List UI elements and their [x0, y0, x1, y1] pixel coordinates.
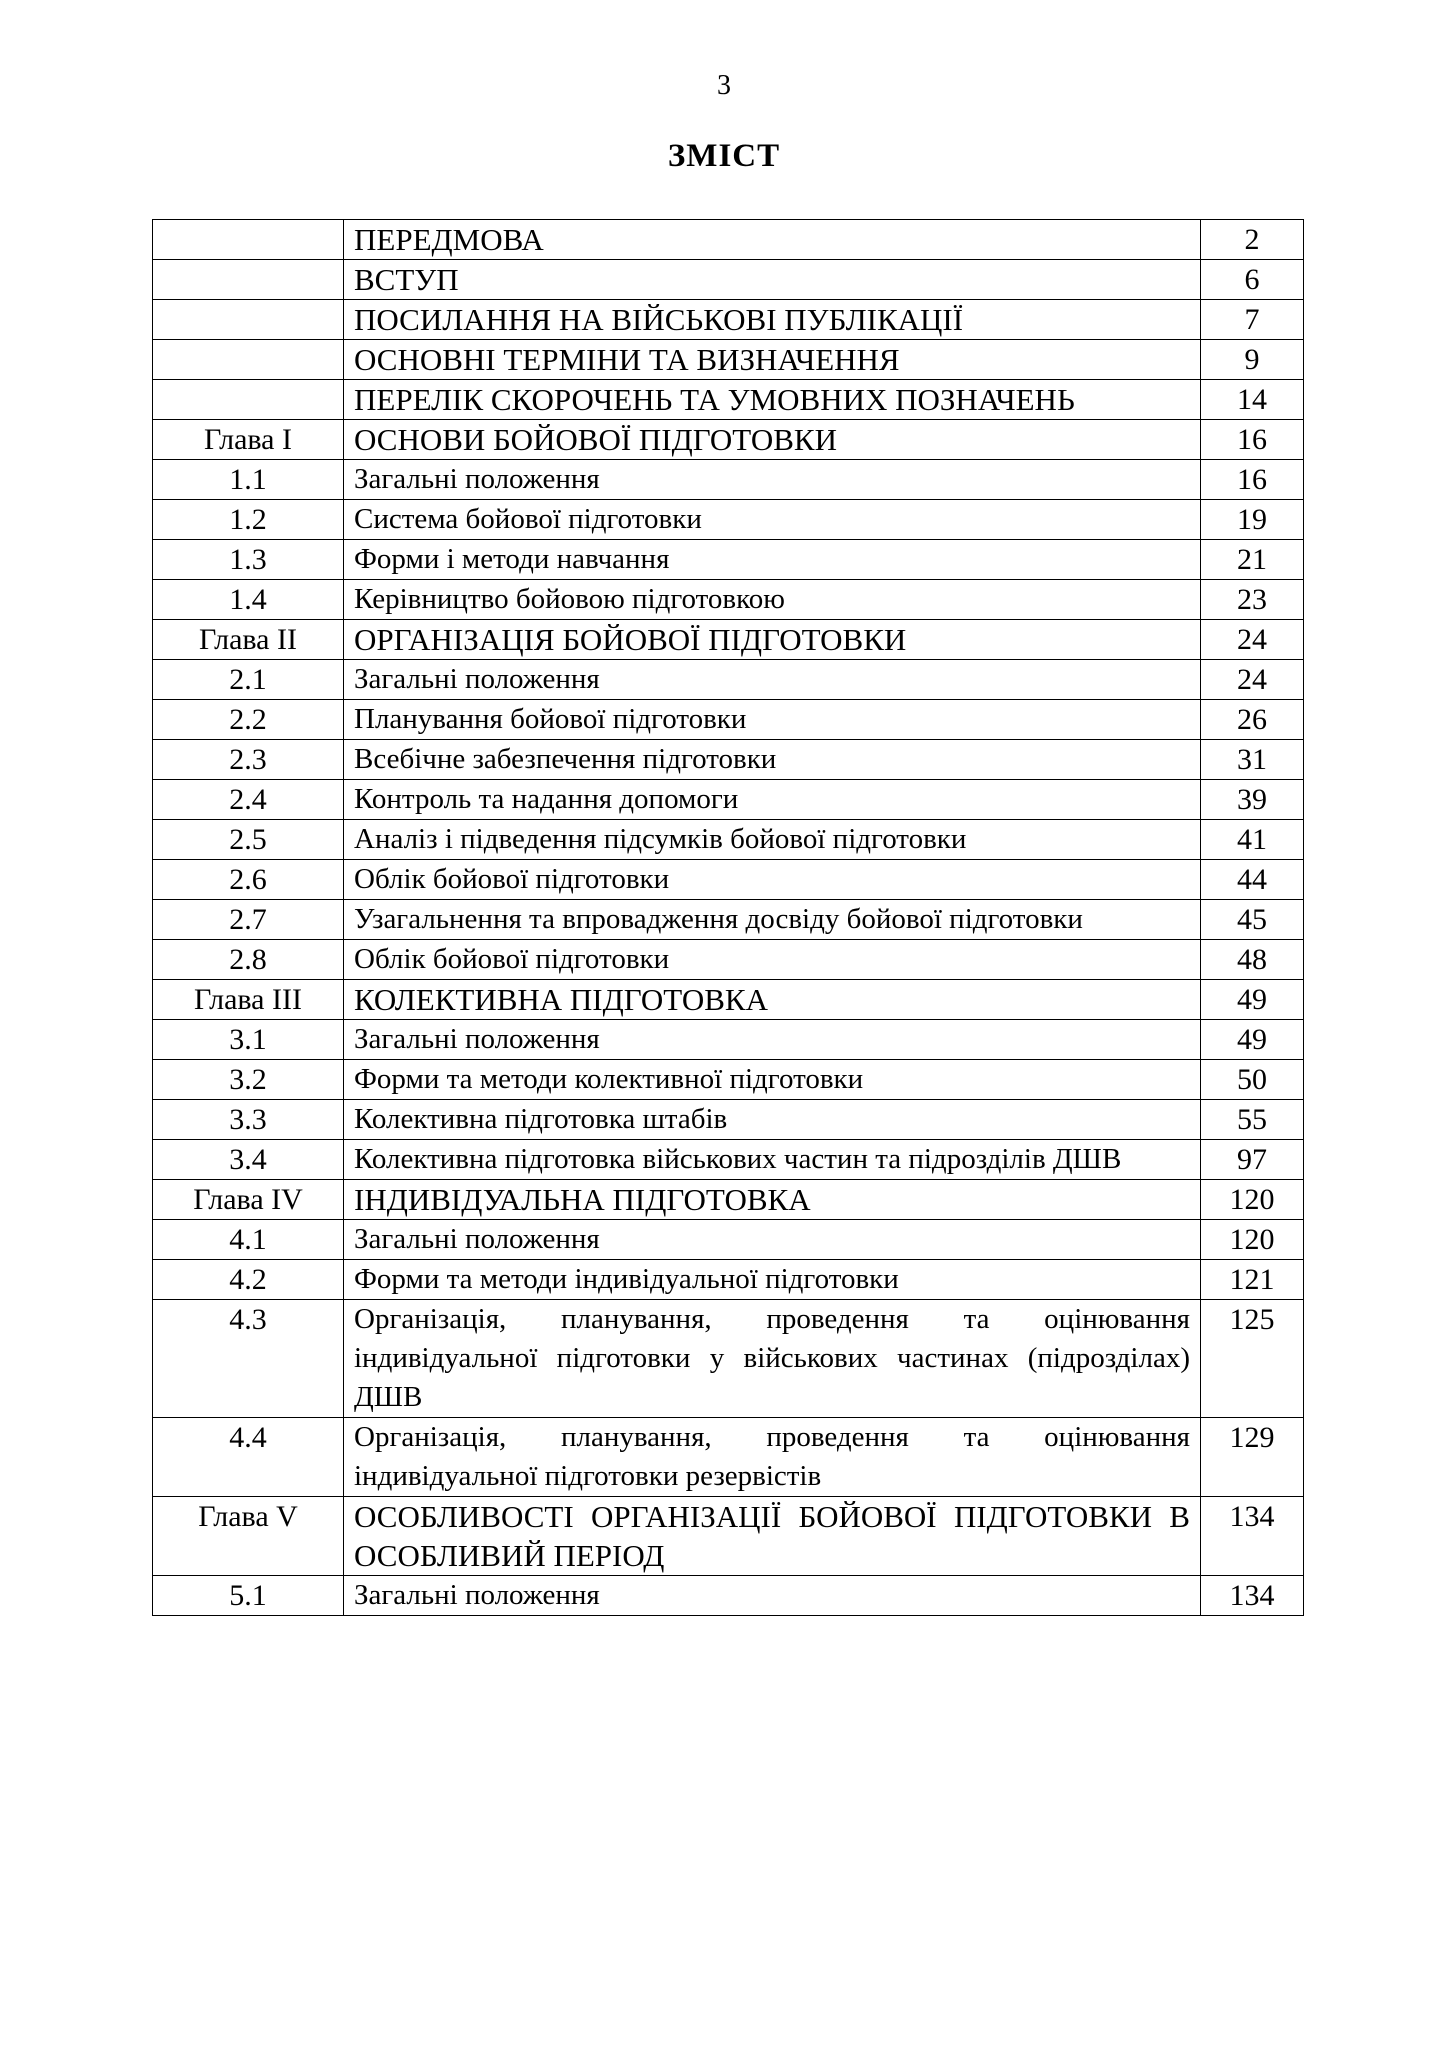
toc-page-number: 41 [1201, 820, 1304, 860]
toc-row [153, 740, 1304, 780]
toc-row [153, 500, 1304, 540]
toc-number: 5.1 [153, 1576, 344, 1616]
toc-page-number: 134 [1201, 1497, 1304, 1576]
toc-row [153, 1100, 1304, 1140]
toc-entry-title: Організація, планування, проведення та оцінювання індивідуальної підготовки резервістів [344, 1418, 1201, 1497]
toc-page-number: 129 [1201, 1418, 1304, 1497]
toc-entry-title: Форми та методи колективної підготовки [344, 1060, 1201, 1100]
toc-page-number: 97 [1201, 1140, 1304, 1180]
toc-number: Глава IV [153, 1180, 344, 1220]
toc-number: 4.2 [153, 1260, 344, 1300]
toc-number: 1.3 [153, 540, 344, 580]
toc-page-number: 48 [1201, 940, 1304, 980]
toc-entry-title: ПОСИЛАННЯ НА ВІЙСЬКОВІ ПУБЛІКАЦІЇ [344, 300, 1201, 340]
toc-page-number: 125 [1201, 1300, 1304, 1418]
toc-page-number: 44 [1201, 860, 1304, 900]
toc-number: 2.5 [153, 820, 344, 860]
toc-entry-title: Загальні положення [344, 1220, 1201, 1260]
toc-row [153, 340, 1304, 380]
toc-entry-title: Контроль та надання допомоги [344, 780, 1201, 820]
toc-number: Глава II [153, 620, 344, 660]
toc-entry-title: КОЛЕКТИВНА ПІДГОТОВКА [344, 980, 1201, 1020]
toc-entry-title: Облік бойової підготовки [344, 860, 1201, 900]
toc-number: 4.4 [153, 1418, 344, 1497]
toc-row [153, 1220, 1304, 1260]
toc-number: 3.1 [153, 1020, 344, 1060]
toc-number: 2.4 [153, 780, 344, 820]
toc-chapter-row [153, 1497, 1304, 1576]
toc-page-number: 50 [1201, 1060, 1304, 1100]
toc-number: 2.8 [153, 940, 344, 980]
toc-entry-title: ПЕРЕЛІК СКОРОЧЕНЬ ТА УМОВНИХ ПОЗНАЧЕНЬ [344, 380, 1201, 420]
toc-entry-title: ОРГАНІЗАЦІЯ БОЙОВОЇ ПІДГОТОВКИ [344, 620, 1201, 660]
toc-number: Глава V [153, 1497, 344, 1576]
toc-page-number: 120 [1201, 1220, 1304, 1260]
toc-row [153, 1020, 1304, 1060]
toc-page-number: 23 [1201, 580, 1304, 620]
toc-number: 4.3 [153, 1300, 344, 1418]
toc-number: Глава III [153, 980, 344, 1020]
toc-table [152, 219, 1304, 1616]
toc-number: 1.1 [153, 460, 344, 500]
toc-row [153, 580, 1304, 620]
toc-number [153, 300, 344, 340]
page-number: 3 [717, 70, 731, 101]
toc-number: 1.2 [153, 500, 344, 540]
toc-page-number: 2 [1201, 220, 1304, 260]
toc-chapter-row [153, 620, 1304, 660]
toc-page-number: 14 [1201, 380, 1304, 420]
toc-entry-title: Аналіз і підведення підсумків бойової підготовки [344, 820, 1201, 860]
toc-page-number: 39 [1201, 780, 1304, 820]
toc-entry-title: Планування бойової підготовки [344, 700, 1201, 740]
toc-number: 1.4 [153, 580, 344, 620]
toc-entry-title: Колективна підготовка військових частин та підрозділів ДШВ [344, 1140, 1201, 1180]
toc-number [153, 220, 344, 260]
toc-entry-title: Загальні положення [344, 660, 1201, 700]
toc-entry-title: Узагальнення та впровадження досвіду бойової підготовки [344, 900, 1201, 940]
toc-chapter-row [153, 420, 1304, 460]
toc-row [153, 540, 1304, 580]
toc-row [153, 820, 1304, 860]
toc-entry-title: ІНДИВІДУАЛЬНА ПІДГОТОВКА [344, 1180, 1201, 1220]
toc-row [153, 900, 1304, 940]
toc-number: 2.3 [153, 740, 344, 780]
toc-number: 2.6 [153, 860, 344, 900]
toc-page-number: 19 [1201, 500, 1304, 540]
toc-entry-title: Організація, планування, проведення та оцінювання індивідуальної підготовки у військових частинах (підрозділах) ДШВ [344, 1300, 1201, 1418]
toc-row [153, 460, 1304, 500]
toc-page-number: 121 [1201, 1260, 1304, 1300]
toc-row [153, 660, 1304, 700]
toc-number: 3.4 [153, 1140, 344, 1180]
toc-row [153, 1140, 1304, 1180]
toc-page-number: 6 [1201, 260, 1304, 300]
toc-number: 2.2 [153, 700, 344, 740]
toc-row [153, 1300, 1304, 1418]
toc-page-number: 7 [1201, 300, 1304, 340]
toc-row [153, 220, 1304, 260]
toc-entry-title: Форми та методи індивідуальної підготовки [344, 1260, 1201, 1300]
toc-page-number: 26 [1201, 700, 1304, 740]
toc-number [153, 340, 344, 380]
toc-row [153, 300, 1304, 340]
toc-page-number: 24 [1201, 620, 1304, 660]
toc-entry-title: Загальні положення [344, 1020, 1201, 1060]
toc-number: 4.1 [153, 1220, 344, 1260]
toc-number: 3.3 [153, 1100, 344, 1140]
toc-entry-title: ОСОБЛИВОСТІ ОРГАНІЗАЦІЇ БОЙОВОЇ ПІДГОТОВКИ В ОСОБЛИВИЙ ПЕРІОД [344, 1497, 1201, 1576]
toc-page-number: 55 [1201, 1100, 1304, 1140]
toc-entry-title: Система бойової підготовки [344, 500, 1201, 540]
toc-row [153, 1060, 1304, 1100]
toc-page-number: 9 [1201, 340, 1304, 380]
toc-number: 2.7 [153, 900, 344, 940]
toc-row [153, 380, 1304, 420]
toc-row [153, 1418, 1304, 1497]
toc-number: 2.1 [153, 660, 344, 700]
toc-row [153, 1576, 1304, 1616]
toc-page-number: 49 [1201, 980, 1304, 1020]
toc-row [153, 700, 1304, 740]
toc-page-number: 24 [1201, 660, 1304, 700]
toc-page-number: 21 [1201, 540, 1304, 580]
toc-entry-title: Всебічне забезпечення підготовки [344, 740, 1201, 780]
toc-number [153, 260, 344, 300]
page-title: ЗМІСТ [667, 138, 781, 174]
toc-row [153, 780, 1304, 820]
toc-chapter-row [153, 980, 1304, 1020]
toc-page-number: 16 [1201, 460, 1304, 500]
toc-row [153, 1260, 1304, 1300]
toc-entry-title: ВСТУП [344, 260, 1201, 300]
toc-row [153, 940, 1304, 980]
toc-entry-title: Загальні положення [344, 460, 1201, 500]
toc-page-number: 120 [1201, 1180, 1304, 1220]
toc-row [153, 860, 1304, 900]
toc-number: 3.2 [153, 1060, 344, 1100]
toc-entry-title: ОСНОВНІ ТЕРМІНИ ТА ВИЗНАЧЕННЯ [344, 340, 1201, 380]
toc-entry-title: ОСНОВИ БОЙОВОЇ ПІДГОТОВКИ [344, 420, 1201, 460]
toc-row [153, 260, 1304, 300]
toc-entry-title: Форми і методи навчання [344, 540, 1201, 580]
toc-entry-title: Колективна підготовка штабів [344, 1100, 1201, 1140]
toc-number: Глава I [153, 420, 344, 460]
toc-page-number: 49 [1201, 1020, 1304, 1060]
toc-entry-title: Загальні положення [344, 1576, 1201, 1616]
toc-entry-title: ПЕРЕДМОВА [344, 220, 1201, 260]
toc-page-number: 16 [1201, 420, 1304, 460]
toc-chapter-row [153, 1180, 1304, 1220]
toc-page-number: 45 [1201, 900, 1304, 940]
toc-page-number: 31 [1201, 740, 1304, 780]
toc-number [153, 380, 344, 420]
toc-entry-title: Облік бойової підготовки [344, 940, 1201, 980]
toc-body [153, 220, 1304, 1616]
toc-entry-title: Керівництво бойовою підготовкою [344, 580, 1201, 620]
toc-page-number: 134 [1201, 1576, 1304, 1616]
